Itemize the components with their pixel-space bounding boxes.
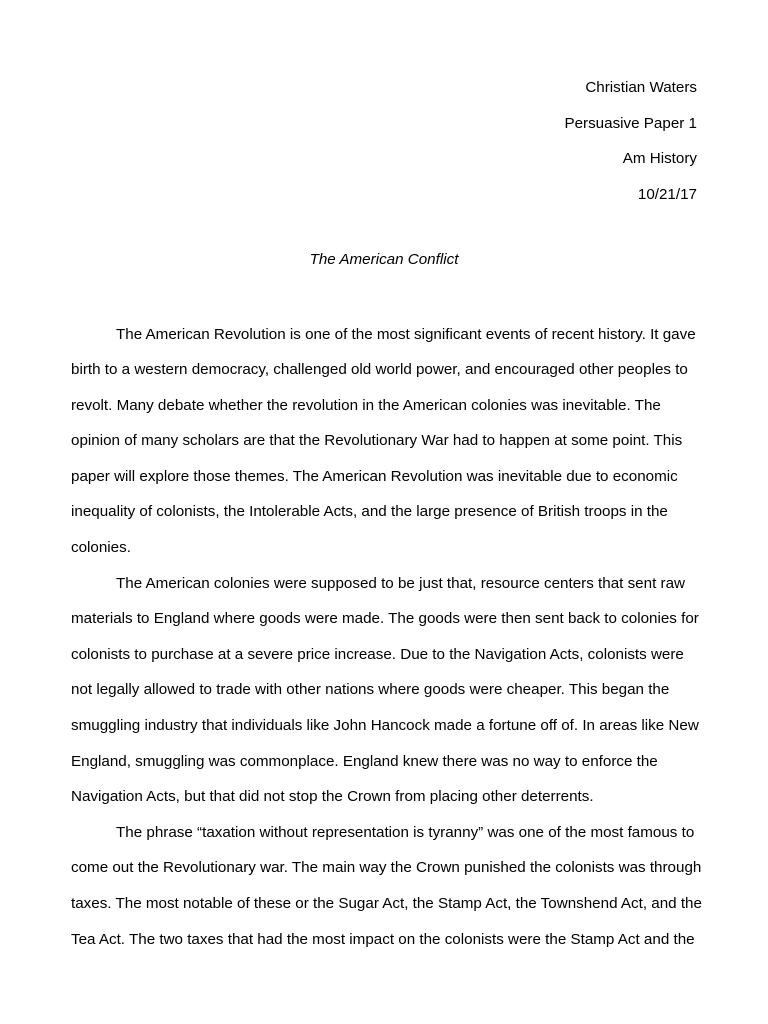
text-line: The phrase “taxation without representation is tyranny” was one of the most famous to xyxy=(116,823,695,841)
text-line: revolt. Many debate whether the revolution in the American colonies was inevitable. The xyxy=(71,396,661,414)
text-line: opinion of many scholars are that the Revolutionary War had to happen at some point. This xyxy=(71,432,683,450)
text-line: materials to England where goods were made. The goods were then sent back to colonies for xyxy=(71,610,699,628)
text-line: The American colonies were supposed to be just that, resource centers that sent raw xyxy=(116,574,685,592)
paragraph xyxy=(71,566,698,815)
text-line: Tea Act. The two taxes that had the most impact on the colonists were the Stamp Act and the xyxy=(71,930,695,948)
text-line: paper will explore those themes. The American Revolution was inevitable due to economic xyxy=(71,467,678,485)
text-line: not legally allowed to trade with other nations where goods were cheaper. This began the xyxy=(71,681,670,699)
paragraph xyxy=(71,317,698,566)
text-line: come out the Revolutionary war. The main way the Crown punished the colonists was through xyxy=(71,859,702,877)
text-line: inequality of colonists, the Intolerable Acts, and the large presence of British troops in the xyxy=(71,503,668,521)
text-line: Navigation Acts, but that did not stop the Crown from placing other deterrents. xyxy=(71,788,594,806)
text-line: The American Revolution is one of the most significant events of recent history. It gave xyxy=(116,325,696,343)
paragraph xyxy=(71,815,702,957)
text-line: England, smuggling was commonplace. England knew there was no way to enforce the xyxy=(71,752,658,770)
paper-title: The American Conflict xyxy=(309,251,459,268)
text-line: colonists to purchase at a severe price increase. Due to the Navigation Acts, colonists were xyxy=(71,645,684,663)
header-block xyxy=(564,70,697,212)
text-line: taxes. The most notable of these or the Sugar Act, the Stamp Act, the Townshend Act, and the xyxy=(71,895,702,912)
assignment-name: Persuasive Paper 1 xyxy=(564,114,697,132)
author-name: Christian Waters xyxy=(585,79,697,96)
text-line: birth to a western democracy, challenged old world power, and encouraged other peoples to xyxy=(71,361,688,379)
text-line: smuggling industry that individuals like John Hancock made a fortune off of. In areas like New xyxy=(71,717,699,735)
paper-body xyxy=(71,317,702,958)
paper-date: 10/21/17 xyxy=(637,185,697,203)
course-name: Am History xyxy=(622,150,697,168)
text-line: colonies. xyxy=(71,539,131,557)
